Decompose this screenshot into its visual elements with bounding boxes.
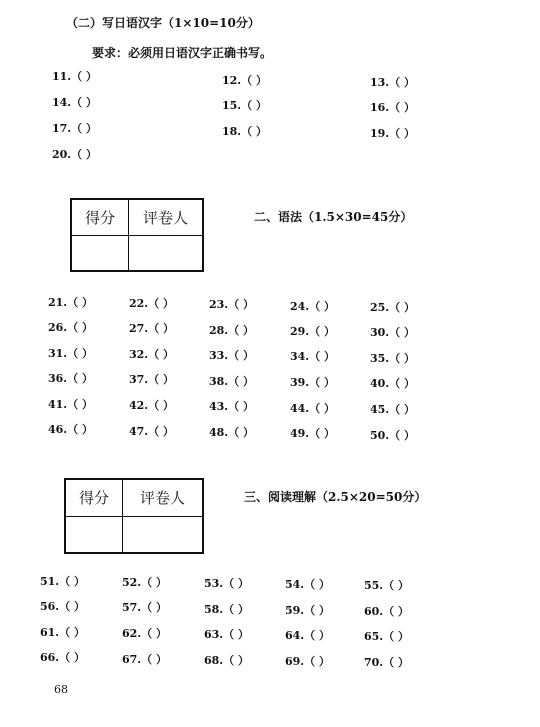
kanji-answer-blank[interactable]: 20.（ ）	[52, 148, 97, 161]
grammar-answer[interactable]: 39.（ ）	[290, 376, 335, 389]
reading-score-box	[64, 478, 204, 554]
grader-cell[interactable]	[129, 235, 204, 271]
kanji-answer-blank[interactable]: 18.（ ）	[222, 125, 267, 138]
grammar-answer[interactable]: 47.（ ）	[129, 425, 174, 438]
kanji-answer-blank[interactable]: 11.（ ）	[52, 70, 97, 83]
reading-answer[interactable]: 66.（ ）	[40, 651, 85, 664]
grammar-section-title: 二、语法（1.5×30=45分）	[254, 210, 413, 224]
grammar-answer[interactable]: 50.（ ）	[370, 429, 415, 442]
grammar-answer[interactable]: 43.（ ）	[209, 400, 254, 413]
kanji-answer-blank[interactable]: 15.（ ）	[222, 99, 267, 112]
reading-answer[interactable]: 55.（ ）	[364, 579, 409, 592]
kanji-answer-blank[interactable]: 16.（ ）	[370, 101, 415, 114]
reading-answer[interactable]: 70.（ ）	[364, 656, 409, 669]
kanji-answer-blank[interactable]: 14.（ ）	[52, 96, 97, 109]
grammar-answer[interactable]: 37.（ ）	[129, 373, 174, 386]
reading-answer[interactable]: 67.（ ）	[122, 653, 167, 666]
reading-answer[interactable]: 53.（ ）	[204, 577, 249, 590]
reading-answer[interactable]: 57.（ ）	[122, 601, 167, 614]
score-label: 得分	[71, 199, 129, 235]
score-cell[interactable]	[71, 235, 129, 271]
grammar-answer[interactable]: 41.（ ）	[48, 398, 93, 411]
grammar-answer[interactable]: 32.（ ）	[129, 348, 174, 361]
grammar-answer[interactable]: 26.（ ）	[48, 321, 93, 334]
grammar-answer[interactable]: 29.（ ）	[290, 325, 335, 338]
grammar-answer[interactable]: 46.（ ）	[48, 423, 93, 436]
score-cell[interactable]	[65, 516, 123, 553]
grammar-answer[interactable]: 44.（ ）	[290, 402, 335, 415]
grader-cell[interactable]	[123, 516, 204, 553]
reading-answer[interactable]: 52.（ ）	[122, 576, 167, 589]
grammar-answer[interactable]: 35.（ ）	[370, 352, 415, 365]
score-label: 得分	[65, 479, 123, 516]
reading-answer[interactable]: 58.（ ）	[204, 603, 249, 616]
grammar-score-box	[70, 198, 204, 272]
page-number: 68	[54, 683, 68, 696]
grammar-answer[interactable]: 42.（ ）	[129, 399, 174, 412]
reading-answer[interactable]: 68.（ ）	[204, 654, 249, 667]
kanji-requirement: 要求：必须用日语汉字正确书写。	[92, 46, 273, 60]
reading-answer[interactable]: 69.（ ）	[285, 655, 330, 668]
reading-answer[interactable]: 64.（ ）	[285, 629, 330, 642]
reading-answer[interactable]: 54.（ ）	[285, 578, 330, 591]
reading-answer[interactable]: 56.（ ）	[40, 600, 85, 613]
reading-answer[interactable]: 61.（ ）	[40, 626, 85, 639]
grammar-answer[interactable]: 45.（ ）	[370, 403, 415, 416]
kanji-answer-blank[interactable]: 13.（ ）	[370, 76, 415, 89]
reading-answer[interactable]: 51.（ ）	[40, 575, 85, 588]
reading-answer[interactable]: 63.（ ）	[204, 628, 249, 641]
kanji-answer-blank[interactable]: 12.（ ）	[222, 74, 267, 87]
reading-answer[interactable]: 60.（ ）	[364, 605, 409, 618]
grammar-answer[interactable]: 49.（ ）	[290, 427, 335, 440]
kanji-section-title: （二）写日语汉字（1×10=10分）	[66, 16, 260, 30]
grammar-answer[interactable]: 22.（ ）	[129, 297, 174, 310]
reading-section-title: 三、阅读理解（2.5×20=50分）	[244, 490, 427, 504]
reading-answer[interactable]: 62.（ ）	[122, 627, 167, 640]
grammar-answer[interactable]: 38.（ ）	[209, 375, 254, 388]
grammar-answer[interactable]: 28.（ ）	[209, 324, 254, 337]
grammar-answer[interactable]: 48.（ ）	[209, 426, 254, 439]
grammar-answer[interactable]: 25.（ ）	[370, 301, 415, 314]
reading-answer[interactable]: 59.（ ）	[285, 604, 330, 617]
grammar-answer[interactable]: 21.（ ）	[48, 296, 93, 309]
grammar-answer[interactable]: 40.（ ）	[370, 377, 415, 390]
kanji-answer-blank[interactable]: 17.（ ）	[52, 122, 97, 135]
grammar-answer[interactable]: 34.（ ）	[290, 350, 335, 363]
grammar-answer[interactable]: 36.（ ）	[48, 372, 93, 385]
grammar-answer[interactable]: 31.（ ）	[48, 347, 93, 360]
grammar-answer[interactable]: 24.（ ）	[290, 300, 335, 313]
grammar-answer[interactable]: 23.（ ）	[209, 298, 254, 311]
grammar-answer[interactable]: 33.（ ）	[209, 349, 254, 362]
reading-answer[interactable]: 65.（ ）	[364, 630, 409, 643]
grammar-answer[interactable]: 30.（ ）	[370, 326, 415, 339]
kanji-answer-blank[interactable]: 19.（ ）	[370, 127, 415, 140]
grader-label: 评卷人	[123, 479, 204, 516]
grammar-answer[interactable]: 27.（ ）	[129, 322, 174, 335]
grader-label: 评卷人	[129, 199, 204, 235]
